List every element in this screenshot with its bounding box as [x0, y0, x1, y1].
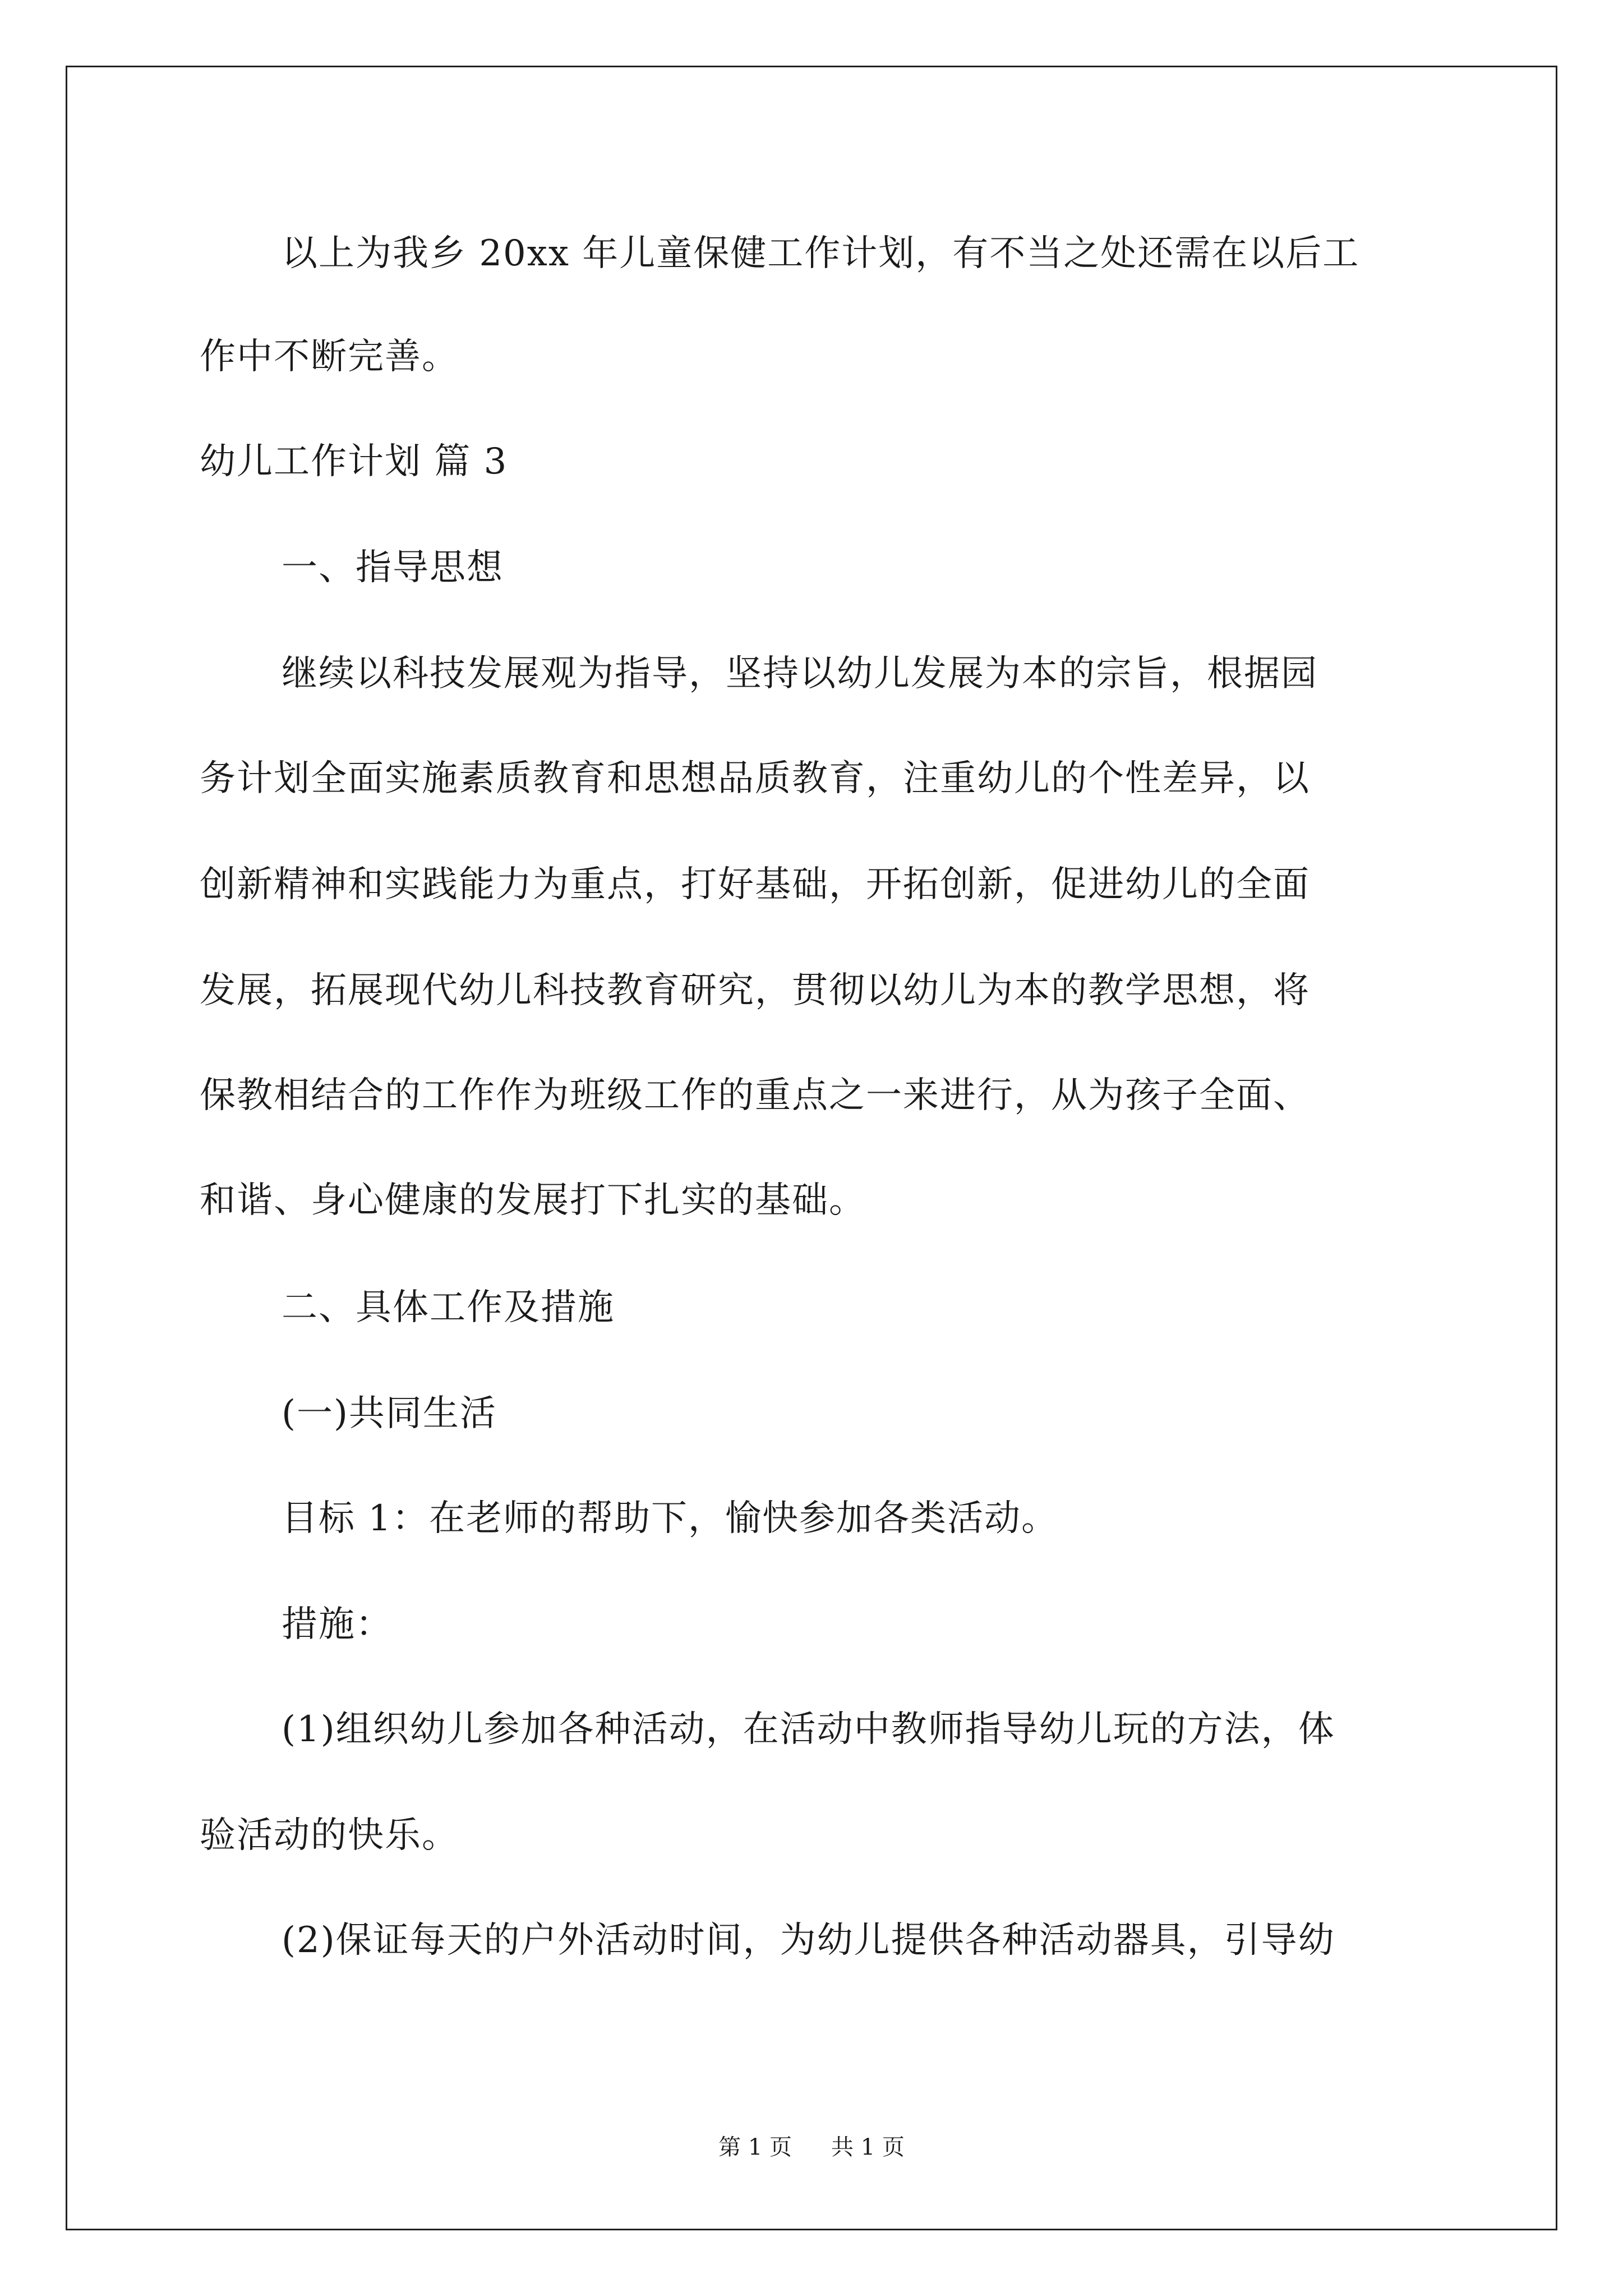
body-text-line: 保教相结合的工作作为班级工作的重点之一来进行，从为孩子全面、 [200, 1075, 1310, 1116]
page-total: 共 1 页 [831, 2134, 905, 2160]
subheading-shared-life: (一)共同生活 [282, 1393, 497, 1434]
page-footer [0, 2133, 1623, 2161]
page-number: 第 1 页 [718, 2134, 792, 2160]
body-text-line: 作中不断完善。 [200, 336, 459, 378]
body-text-line: 务计划全面实施素质教育和思想品质教育，注重幼儿的个性差异，以 [200, 758, 1310, 799]
body-text-line: 验活动的快乐。 [200, 1815, 459, 1856]
body-text-line: (2)保证每天的户外活动时间，为幼儿提供各种活动器具，引导幼 [282, 1920, 1335, 1961]
heading-work-measures: 二、具体工作及措施 [282, 1287, 615, 1328]
body-text-line: 创新精神和实践能力为重点，打好基础，开拓创新，促进幼儿的全面 [200, 864, 1310, 905]
body-text-line: 发展，拓展现代幼儿科技教育研究，贯彻以幼儿为本的教学思想，将 [200, 970, 1310, 1011]
body-text-line: 和谐、身心健康的发展打下扎实的基础。 [200, 1180, 866, 1221]
body-text-line: 目标 1：在老师的帮助下，愉快参加各类活动。 [282, 1498, 1059, 1539]
body-text-line: 措施： [282, 1604, 393, 1645]
section-title: 幼儿工作计划 篇 3 [200, 441, 508, 482]
body-text-line: (1)组织幼儿参加各种活动，在活动中教师指导幼儿玩的方法，体 [282, 1709, 1335, 1750]
body-text-line: 继续以科技发展观为指导，坚持以幼儿发展为本的宗旨，根据园 [282, 653, 1318, 694]
heading-guiding-ideology: 一、指导思想 [282, 547, 504, 588]
page-border [66, 66, 1557, 2230]
body-text-line: 以上为我乡 20xx 年儿童保健工作计划，有不当之处还需在以后工 [282, 233, 1360, 274]
